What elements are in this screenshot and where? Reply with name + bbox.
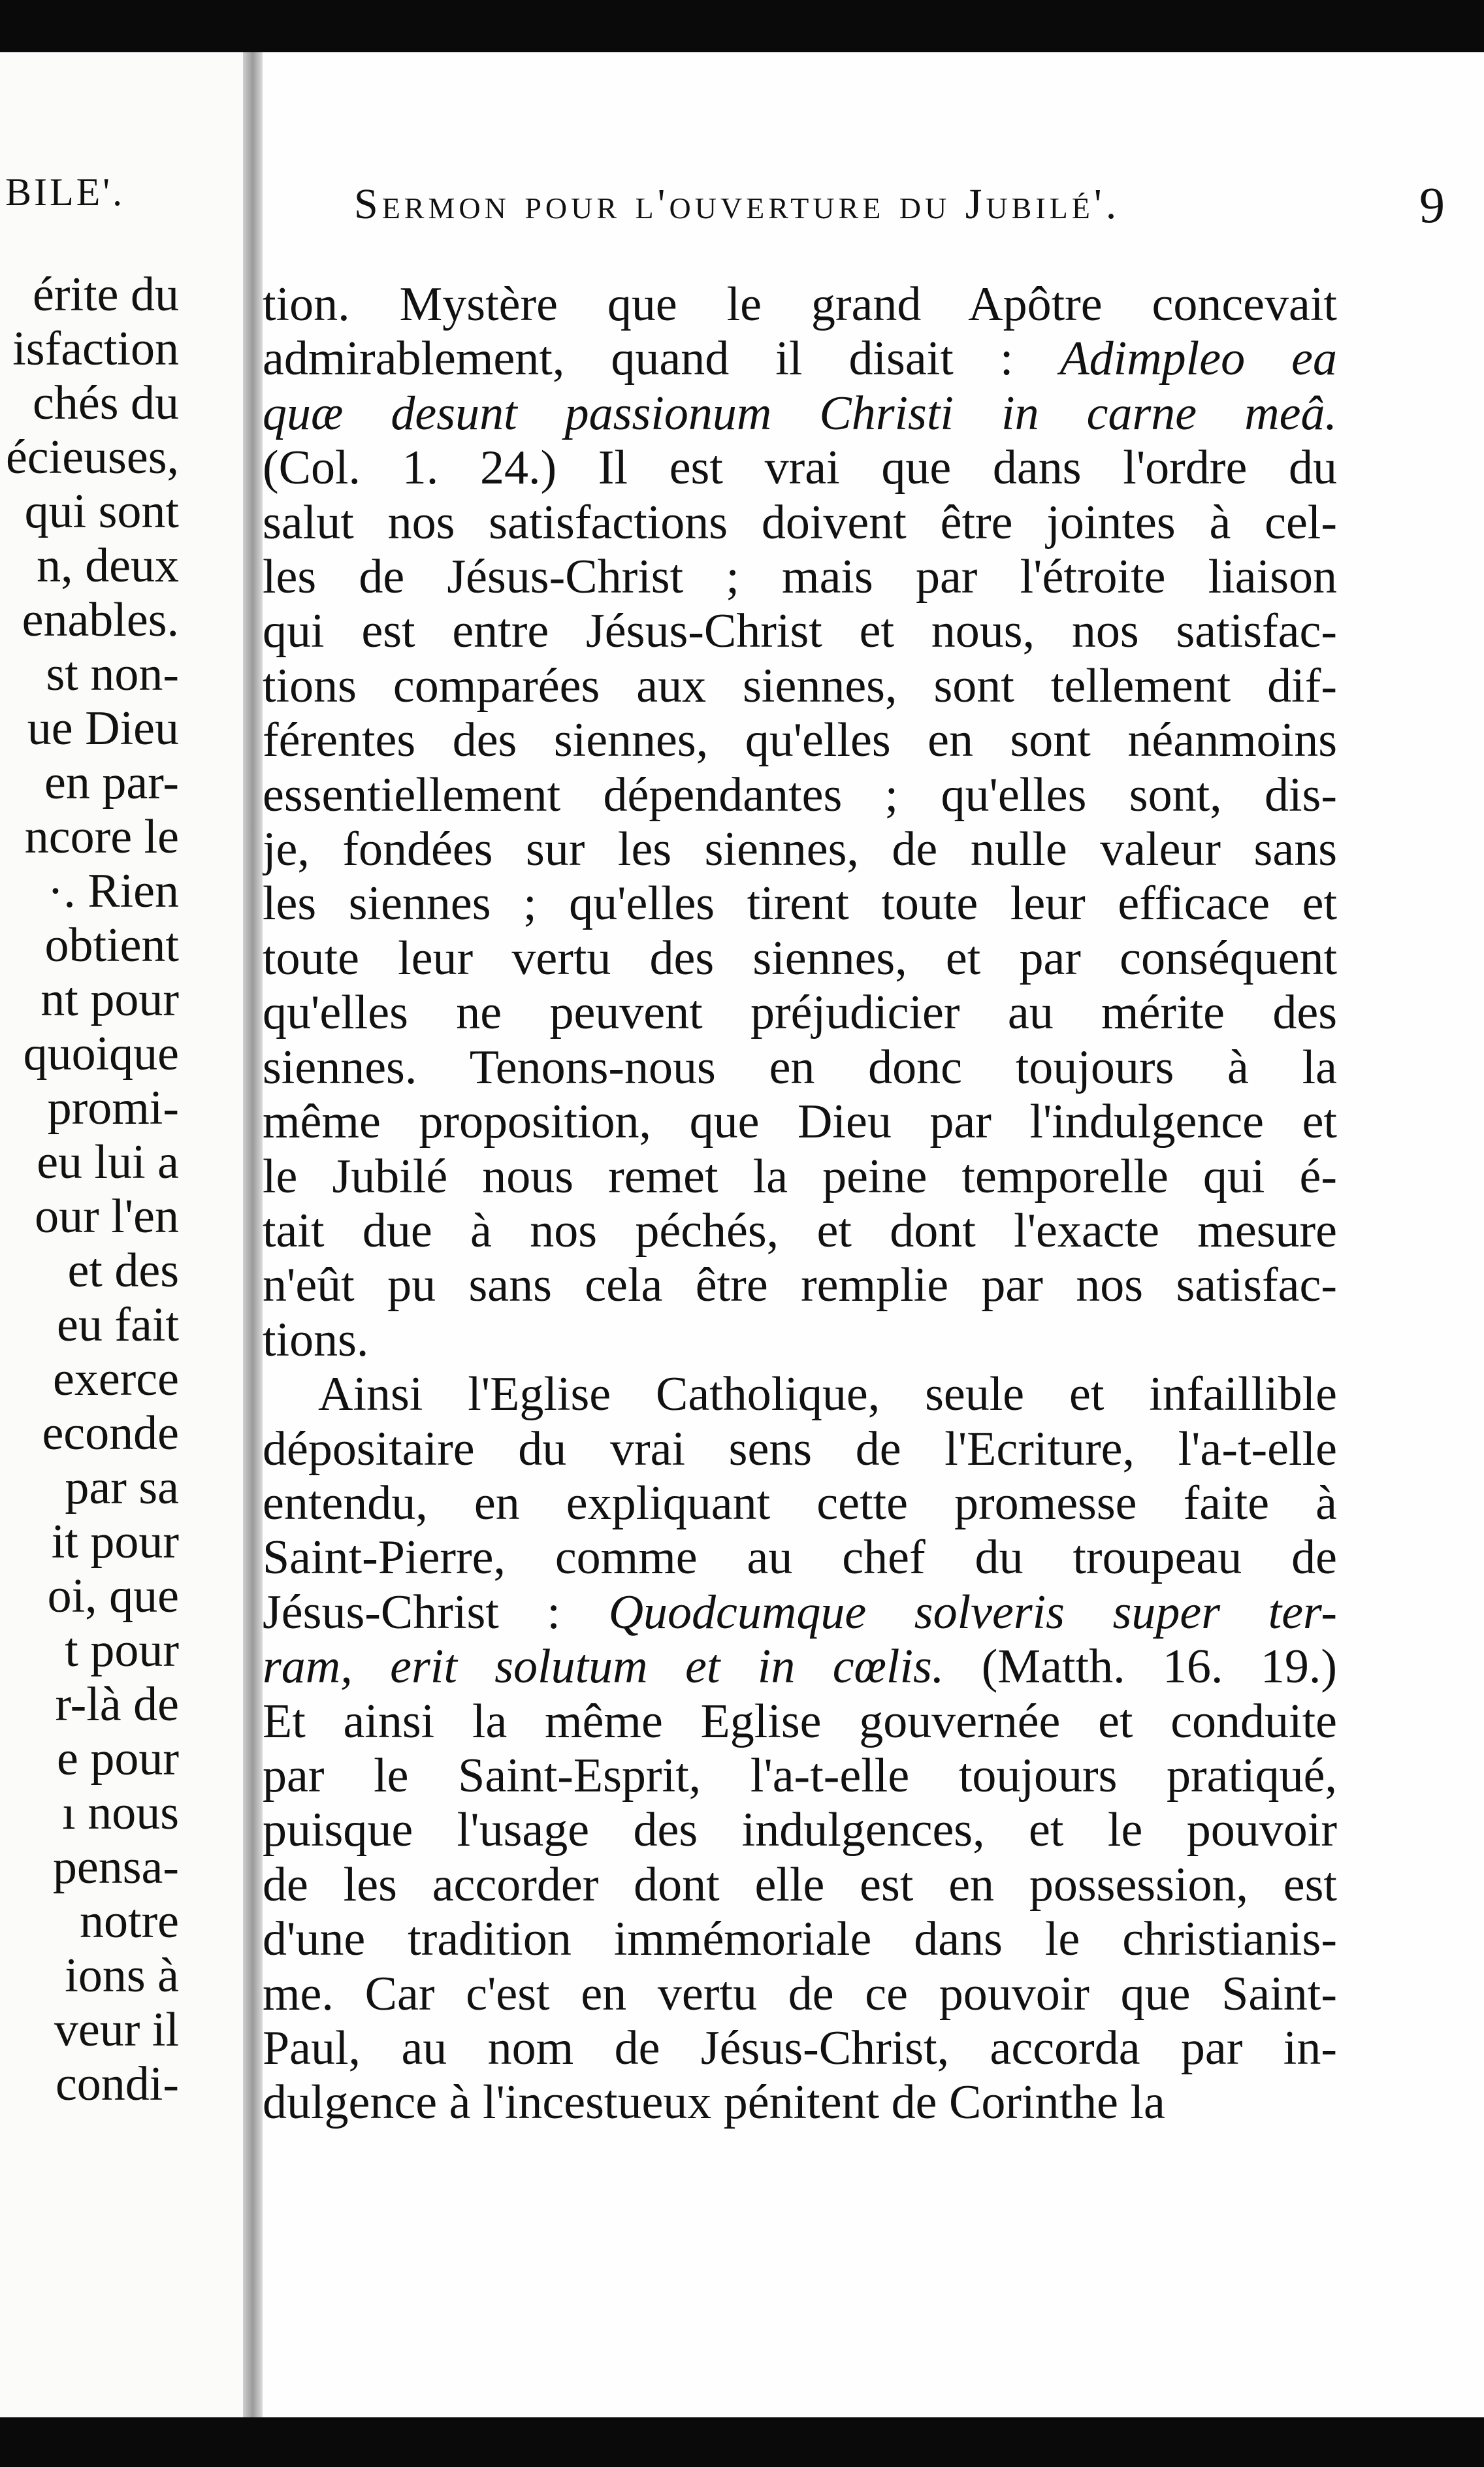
left-page-line: enables. (22, 593, 179, 647)
left-page-line: ı nous (62, 1786, 179, 1840)
left-page-line: par sa (65, 1461, 179, 1514)
line-text: les de Jésus-Christ ; mais par l'étroite liaison (263, 550, 1337, 604)
line-text: toute leur vertu des siennes, et par conséquent (263, 931, 1337, 985)
line-text: je, fondées sur les siennes, de nulle valeur sans (263, 823, 1337, 877)
left-page-line: chés du (33, 376, 179, 430)
page-number: 9 (1419, 176, 1445, 233)
text-line (263, 1422, 1337, 1477)
line-text: (Col. 1. 24.) Il est vrai que dans l'ordre du (263, 441, 1337, 495)
line-text: entendu, en expliquant cette promesse faite à (263, 1476, 1337, 1530)
text-line (263, 1640, 1337, 1694)
left-page-fragment (0, 52, 243, 2417)
running-head (354, 176, 1445, 238)
text-line (263, 1858, 1337, 1912)
line-text: salut nos satisfactions doivent être jointes à cel- (263, 495, 1337, 549)
left-page-line: condi- (55, 2057, 179, 2111)
text-line (263, 986, 1337, 1040)
left-page-line: quoique (23, 1027, 179, 1081)
left-page-line: it pour (51, 1515, 179, 1569)
line-text: tait due à nos péchés, et dont l'exacte mesure (263, 1203, 1337, 1258)
text-line (263, 1477, 1337, 1531)
latin-quotation: quæ desunt passionum Christi in carne meâ. (263, 386, 1337, 440)
text-line (263, 1313, 1337, 1367)
latin-quotation: Quodcumque solveris super ter- (608, 1585, 1338, 1639)
scan-top-margin (0, 0, 1484, 52)
latin-quotation: ram, erit solutum et in cœlis. (263, 1640, 944, 1694)
line-text: de les accorder dont elle est en possession, est (263, 1857, 1337, 1912)
left-page-line: nt pour (40, 973, 179, 1026)
text-line (263, 1204, 1337, 1258)
text-line (263, 1367, 1337, 1422)
line-text: par le Saint-Esprit, l'a-t-elle toujours pratiqué, (263, 1748, 1337, 1803)
text-line (263, 387, 1337, 441)
line-text: Et ainsi la même Eglise gouvernée et conduite (263, 1694, 1337, 1748)
text-line (263, 441, 1337, 495)
line-text: Saint-Pierre, comme au chef du troupeau de (263, 1531, 1337, 1585)
line-text: d'une tradition immémoriale dans le christianis- (263, 1912, 1337, 1967)
left-page-line: érite du (33, 268, 179, 321)
line-text: tions comparées aux siennes, sont tellement dif- (263, 659, 1337, 713)
left-page-line: eu fait (57, 1298, 179, 1352)
left-page-line: st non- (46, 647, 179, 701)
text-line (263, 1041, 1337, 1095)
text-line (263, 1531, 1337, 1585)
left-page-line: écieuses, (5, 431, 179, 484)
text-line (263, 1095, 1337, 1149)
left-page-line: obtient (44, 919, 179, 972)
line-text: qui est entre Jésus-Christ et nous, nos satisfac- (263, 604, 1337, 659)
line-text: Jésus-Christ : (263, 1585, 609, 1639)
line-text: Ainsi l'Eglise Catholique, seule et infaillible (318, 1367, 1337, 1422)
line-text: dépositaire du vrai sens de l'Ecriture, l'a-t-elle (263, 1422, 1337, 1476)
left-page-line: r-là de (55, 1678, 179, 1731)
left-page-line: t pour (65, 1624, 179, 1677)
line-text: dulgence à l'incestueux pénitent de Corinthe la (263, 2076, 1165, 2130)
citation-reference: (Matth. 16. 19.) (944, 1640, 1337, 1694)
left-page-line: our l'en (35, 1190, 179, 1243)
line-text: n'eût pu sans cela être remplie par nos satisfac- (263, 1258, 1337, 1313)
left-page-line: ncore le (24, 810, 179, 864)
text-line (263, 1695, 1337, 1749)
left-page-line: et des (67, 1244, 179, 1298)
left-page-line: ue Dieu (27, 702, 179, 755)
line-text: Paul, au nom de Jésus-Christ, accorda par in- (263, 2021, 1337, 2075)
left-page-line: en par- (44, 756, 179, 809)
text-line (263, 1258, 1337, 1313)
left-page-line: econde (42, 1407, 179, 1460)
text-line (263, 713, 1337, 768)
text-line (263, 1150, 1337, 1204)
text-line (263, 496, 1337, 550)
left-page-text (6, 268, 179, 2112)
right-page (263, 52, 1484, 2417)
text-line (263, 2021, 1337, 2076)
left-page-line: ions à (65, 1949, 179, 2002)
line-text: le Jubilé nous remet la peine temporelle qui é- (263, 1149, 1337, 1203)
paragraph (263, 278, 1337, 1367)
left-page-line: eu lui a (37, 1135, 179, 1189)
text-line (263, 1803, 1337, 1857)
left-page-line: pensa- (52, 1840, 179, 1894)
left-page-line: oi, que (47, 1569, 179, 1623)
left-page-line: veur il (54, 2003, 179, 2057)
body-text (263, 278, 1337, 2131)
left-page-line: isfaction (12, 322, 179, 376)
line-text: même proposition, que Dieu par l'indulgence et (263, 1095, 1337, 1149)
running-title: Sermon pour l'ouverture du Jubilé'. (354, 180, 1121, 228)
line-text: les siennes ; qu'elles tirent toute leur efficace et (263, 877, 1337, 931)
left-page-line: n, deux (37, 539, 179, 593)
text-line (263, 550, 1337, 604)
left-page-line: ·. Rien (47, 864, 179, 918)
latin-quotation: Adimpleo ea (1059, 332, 1337, 386)
left-page-line: qui sont (24, 485, 179, 538)
line-text: tion. Mystère que le grand Apôtre concevait (263, 278, 1337, 331)
text-line (263, 659, 1337, 713)
paragraph (263, 1367, 1337, 2131)
text-line (263, 768, 1337, 823)
line-text: essentiellement dépendantes ; qu'elles sont, dis- (263, 768, 1337, 822)
text-line (263, 1749, 1337, 1803)
text-line (263, 877, 1337, 931)
text-line (263, 332, 1337, 386)
text-line (263, 1586, 1337, 1640)
line-text: férentes des siennes, qu'elles en sont néanmoins (263, 713, 1337, 768)
line-text: puisque l'usage des indulgences, et le pouvoir (263, 1803, 1337, 1857)
left-page-line: promi- (47, 1081, 179, 1135)
text-line (263, 2076, 1337, 2130)
text-line (263, 1912, 1337, 1967)
line-text: tions. (263, 1313, 369, 1367)
text-line (263, 278, 1337, 332)
left-running-head: BILE'. (5, 171, 125, 214)
text-line (263, 604, 1337, 659)
left-page-line: e pour (57, 1732, 179, 1786)
left-page-line: exerce (52, 1352, 179, 1406)
scan-bottom-margin (0, 2417, 1484, 2467)
line-text: me. Car c'est en vertu de ce pouvoir que Saint- (263, 1967, 1337, 2021)
left-page-line: notre (79, 1895, 179, 1948)
line-text: siennes. Tenons-nous en donc toujours à la (263, 1040, 1337, 1094)
line-text: qu'elles ne peuvent préjudicier au mérite des (263, 986, 1337, 1040)
text-line (263, 823, 1337, 877)
text-line (263, 932, 1337, 986)
book-gutter (243, 52, 263, 2417)
line-text: admirablement, quand il disait : (263, 332, 1060, 386)
text-line (263, 1967, 1337, 2021)
